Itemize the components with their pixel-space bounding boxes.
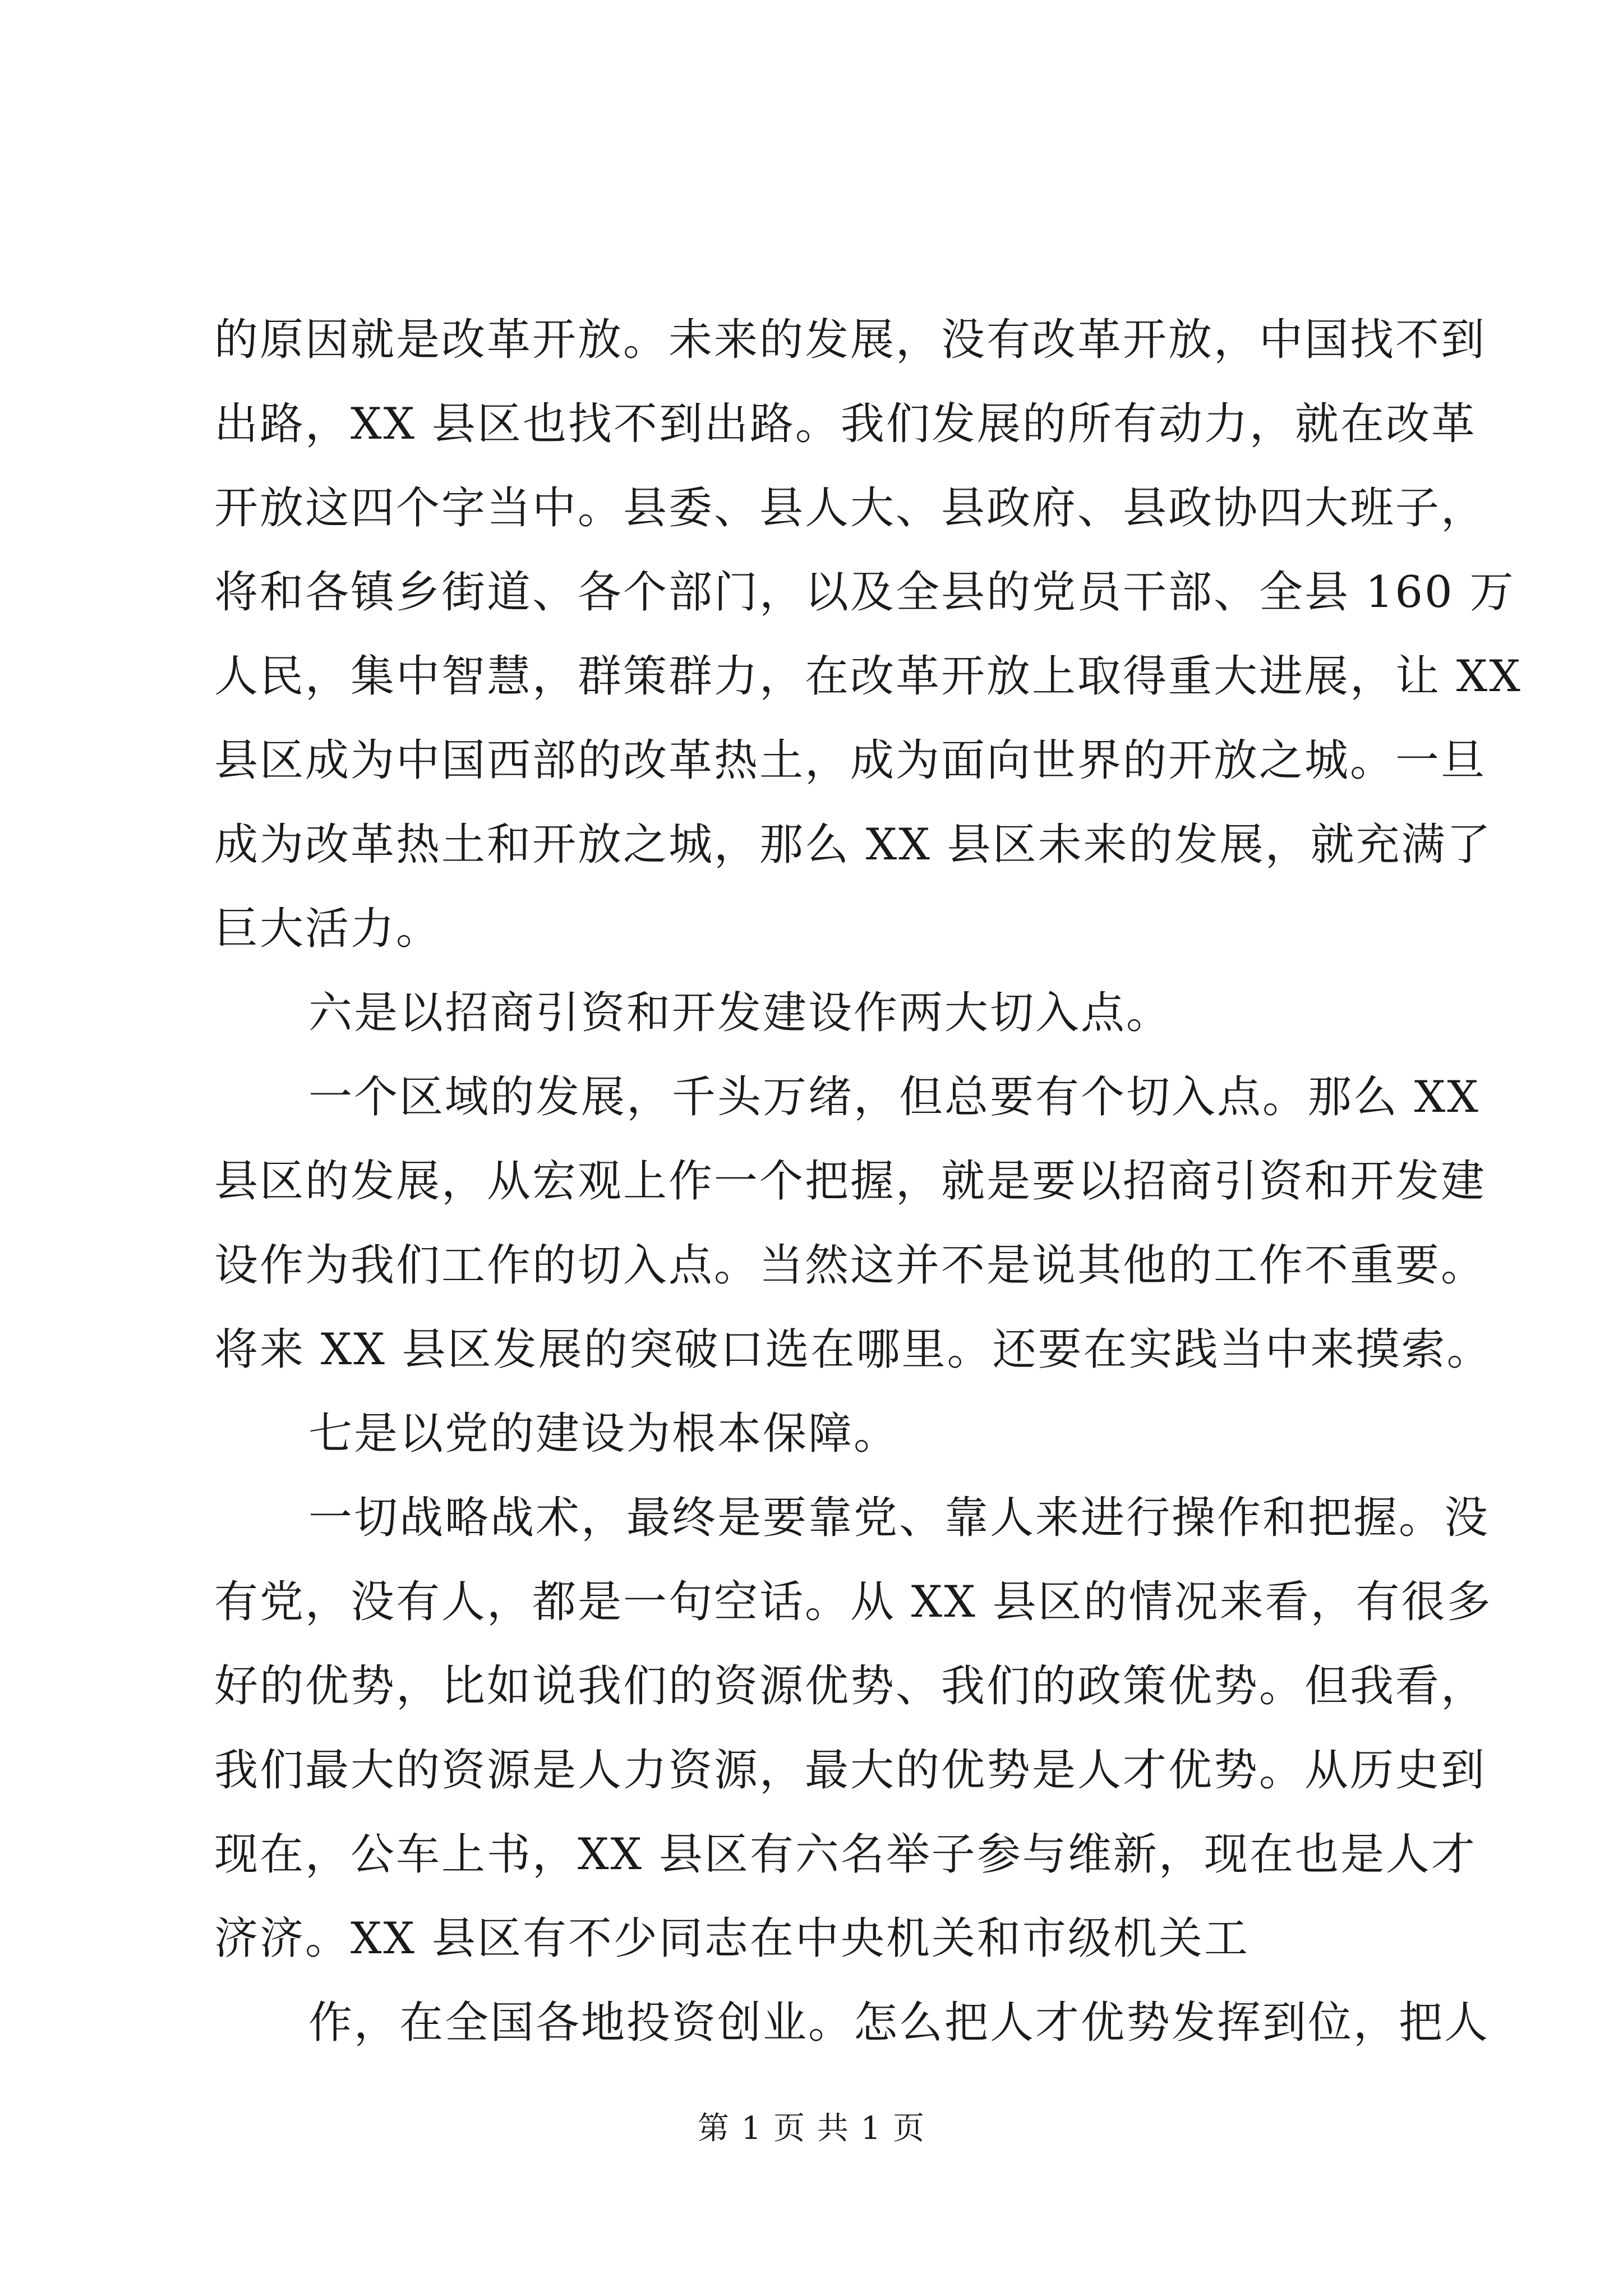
text-line: 我们最大的资源是人力资源，最大的优势是人才优势。从历史到	[214, 1745, 1487, 1796]
text-line: 作，在全国各地投资创业。怎么把人才优势发挥到位，把人	[308, 1998, 1490, 2048]
text-line: 县区成为中国西部的改革热土，成为面向世界的开放之城。一旦	[214, 735, 1487, 786]
text-line: 一个区域的发展，千头万绪，但总要有个切入点。那么 XX	[308, 1072, 1480, 1122]
text-line: 有党，没有人，都是一句空话。从 XX 县区的情况来看，有很多	[214, 1577, 1492, 1627]
text-line: 现在，公车上书，XX 县区有六名举子参与维新，现在也是人才	[214, 1829, 1477, 1880]
text-line: 济济。XX 县区有不少同志在中央机关和市级机关工	[214, 1913, 1249, 1964]
page-number-footer: 第 1 页 共 1 页	[697, 2110, 926, 2147]
text-line: 开放这四个字当中。县委、县人大、县政府、县政协四大班子，	[214, 483, 1487, 533]
text-line: 将和各镇乡街道、各个部门，以及全县的党员干部、全县 160 万	[214, 567, 1515, 618]
text-line: 县区的发展，从宏观上作一个把握，就是要以招商引资和开发建	[214, 1156, 1487, 1207]
text-line: 出路，XX 县区也找不到出路。我们发展的所有动力，就在改革	[214, 399, 1477, 449]
text-line: 设作为我们工作的切入点。当然这并不是说其他的工作不重要。	[214, 1240, 1487, 1291]
text-line: 巨大活力。	[214, 904, 442, 954]
section-heading: 七是以党的建设为根本保障。	[308, 1409, 900, 1459]
text-line: 人民，集中智慧，群策群力，在改革开放上取得重大进展，让 XX	[214, 651, 1522, 702]
text-line: 的原因就是改革开放。未来的发展，没有改革开放，中国找不到	[214, 315, 1487, 365]
text-line: 成为改革热土和开放之城，那么 XX 县区未来的发展，就充满了	[214, 820, 1492, 870]
text-line: 将来 XX 县区发展的突破口选在哪里。还要在实践当中来摸索。	[214, 1324, 1492, 1375]
section-heading: 六是以招商引资和开发建设作两大切入点。	[308, 988, 1172, 1038]
text-line: 一切战略战术，最终是要靠党、靠人来进行操作和把握。没	[308, 1493, 1490, 1543]
text-line: 好的优势，比如说我们的资源优势、我们的政策优势。但我看，	[214, 1661, 1487, 1711]
